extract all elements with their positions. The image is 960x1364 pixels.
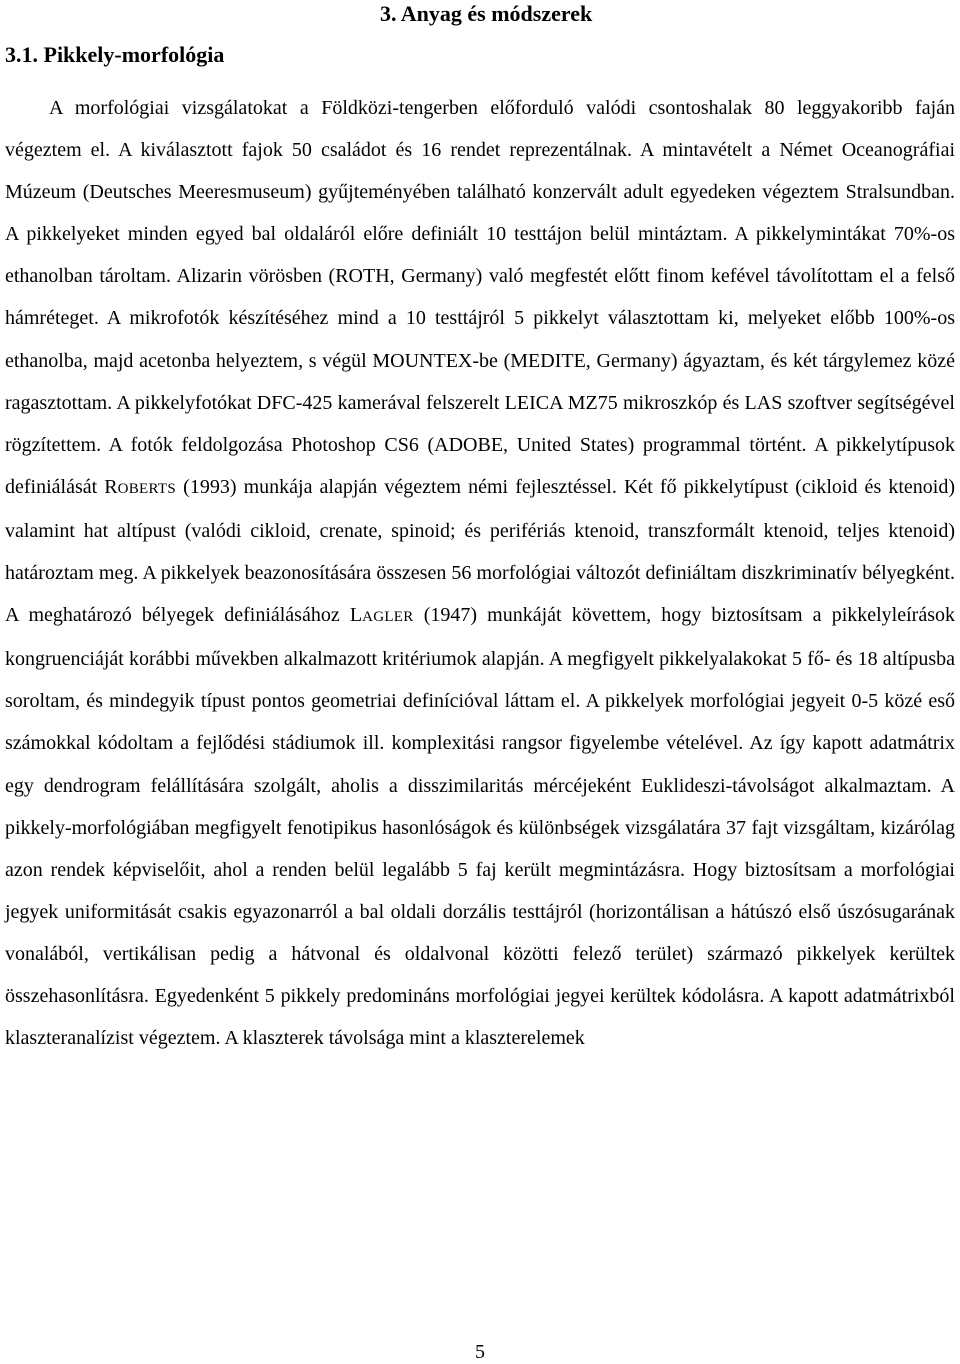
author-name-roberts-smallcaps: OBERTS xyxy=(117,480,177,497)
paragraph-text-part-1: A morfológiai vizsgálatokat a Földközi-tengerben előforduló valódi csontoshalak 80 leggyakoribb faján végeztem el. A kiválasztott fajok 50 családot és 16 rendet reprezentálnak. A mintavételt a Német Oceanográfiai Múzeum (Deutsches Meeresmuseum) gyűjteményében található konzervált adult egyedeken végeztem Stralsundban. A pikkelyeket minden egyed bal oldaláról előre definiált 10 testtájon belül mintáztam. A pikkelymintákat 70%-os ethanolban tároltam. Alizarin vörösben (ROTH, Germany) való megfestét előtt finom kefével távolítottam el a felső hámréteget. A mikrofotók készítéséhez mind a 10 testtájról 5 pikkelyt választottam ki, melyeket előbb 100%-os ethanolba, majd acetonba helyeztem, s végül MOUNTEX-be (MEDITE, Germany) ágyaztam, és két tárgylemez közé ragasztottam. A pikkelyfotókat DFC-425 kamerával felszerelt LEICA MZ75 mikroszkóp és LAS szoftver segítségével rögzítettem. A fotók feldolgozása Photoshop CS6 (ADOBE, United States) programmal történt. A pikkelytípusok definiálását R xyxy=(5,97,955,498)
paragraph-text-part-2: (1993) munkája alapján végeztem némi fejlesztéssel. Két fő pikkelytípust (cikloid és ktenoid) valamint hat altípust (valódi cikloid, crenate, spinoid; és perifériás ktenoid, transzformált ktenoid, teljes ktenoid) határoztam meg. A pikkelyek beazonosítására összesen 56 morfológiai változót definiáltam diszkriminatív bélyegként. A meghatározó bélyegek definiálásához L xyxy=(5,475,955,627)
section-title: 3.1. Pikkely-morfológia xyxy=(5,42,225,67)
paragraph-text-part-3: (1947) munkáját követtem, hogy biztosítsam a pikkelyleírások kongruenciáját korábbi művekben alkalmazott kritériumok alapján. A megfigyelt pikkelyalakokat 5 fő- és 18 altípusba soroltam, és mindegyik típust pontos geometriai definícióval láttam el. A pikkelyek morfológiai jegyeit 0-5 közé eső számokkal kódoltam a fejlődési stádiumok ill. komplexitási rangsor figyelembe vételével. Az így kapott adatmátrix egy dendrogram felállítására szolgált, aholis a disszimilaritás mércéjeként Euklideszi-távolságot alkalmaztam. A pikkely-morfológiában megfigyelt fenotipikus hasonlóságok és különbségek vizsgálatára 37 fajt vizsgáltam, kizárólag azon rendek képviselőit, ahol a renden belül legalább 5 faj került megmintázásra. Hogy biztosítsam a morfológiai jegyek uniformitását csakis egyazonarról a bal oldali dorzális testtájról (horizontálisan a hátúszó első úszósugarának vonalából, vertikálisan pedig a hátvonal és oldalvonal közötti felező terület) származó pikkelyek kerültek összehasonlításra. Egyedenként 5 pikkely predomináns morfológiai jegyei kerültek kódolásra. A kapott adatmátrixból klaszteranalízist végeztem. A klaszterek távolsága mint a klaszterelemek xyxy=(5,604,955,1050)
page-number: 5 xyxy=(475,1341,485,1363)
author-name-lagler-smallcaps: AGLER xyxy=(362,609,414,626)
body-paragraph xyxy=(5,87,955,1059)
chapter-title: 3. Anyag és módszerek xyxy=(380,1,593,26)
